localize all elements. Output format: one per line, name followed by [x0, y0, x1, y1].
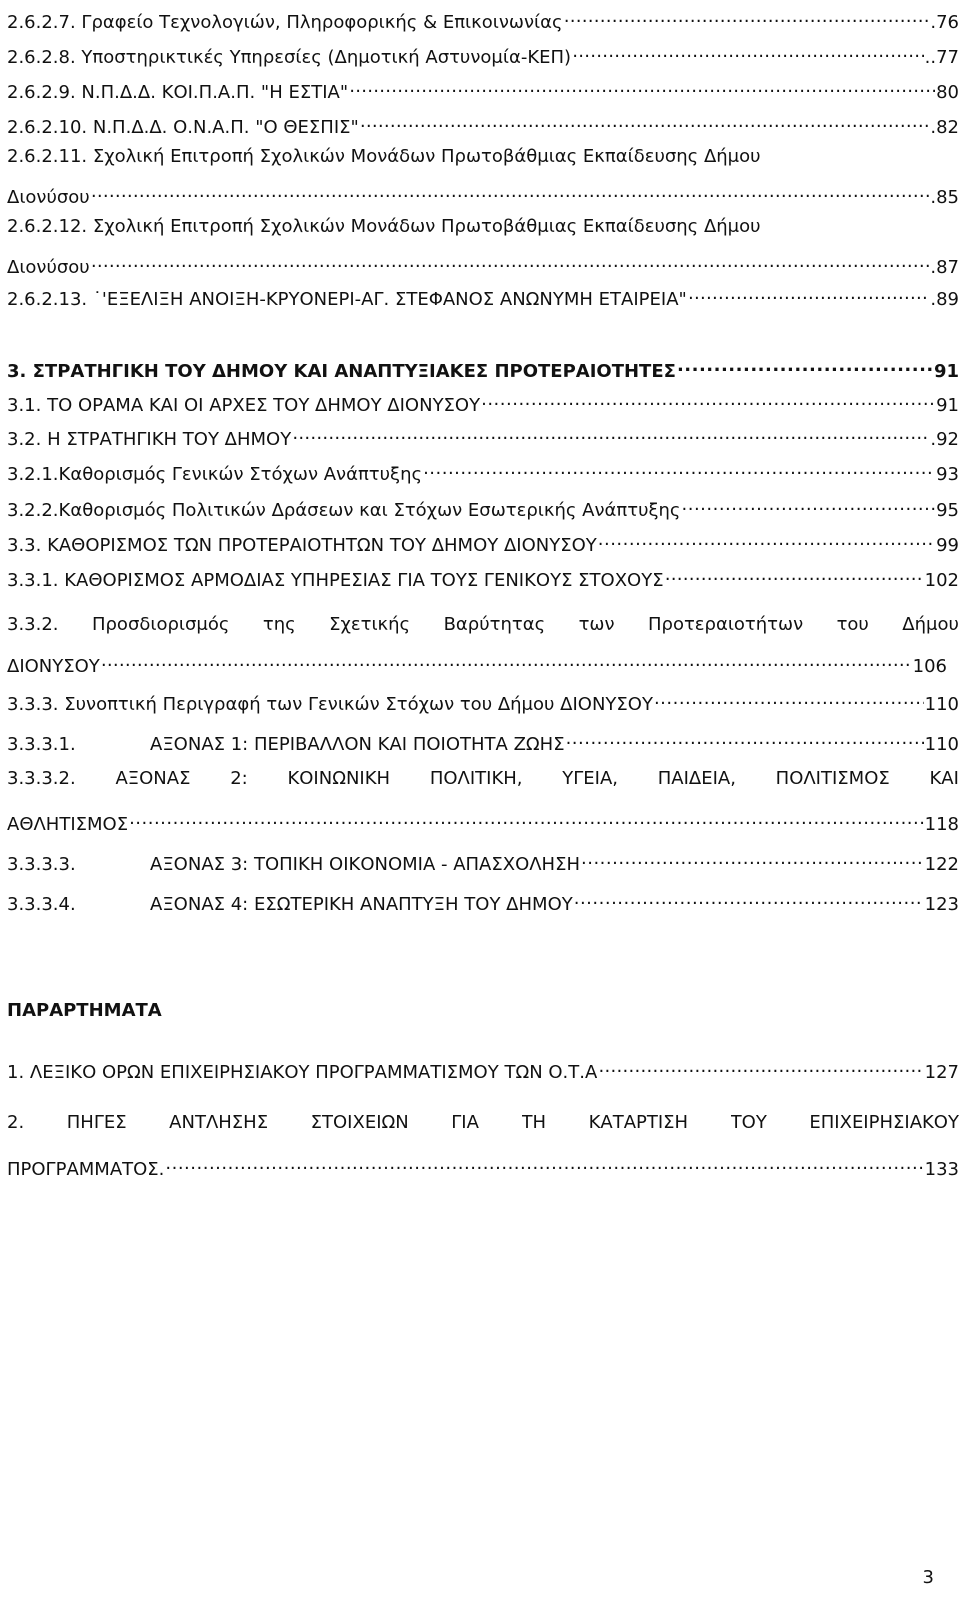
- toc-entry-title: Διονύσου: [7, 257, 90, 278]
- toc-entry-title: 2.6.2.8. Υποστηρικτικές Υπηρεσίες (Δημοτική Αστυνομία-ΚΕΠ): [7, 47, 572, 68]
- toc-entry-title: 1. ΛΕΞΙΚΟ ΟΡΩΝ ΕΠΙΧΕΙΡΗΣΙΑΚΟΥ ΠΡΟΓΡΑΜΜΑΤΙΣΜΟΥ ΤΩΝ Ο.Τ.Α: [7, 1062, 598, 1083]
- toc-word: ΑΞΟΝΑΣ: [115, 768, 191, 789]
- toc-entry-page: 91: [933, 361, 959, 382]
- toc-entry[interactable]: [7, 728, 959, 758]
- toc-entry-title: ΑΞΟΝΑΣ 4: ΕΣΩΤΕΡΙΚΗ ΑΝΑΠΤΥΞΗ ΤΟΥ ΔΗΜΟΥ: [150, 894, 573, 915]
- toc-entry-title: ΔΙΟΝΥΣΟΥ: [7, 656, 100, 677]
- toc-entry-title: ΑΞΟΝΑΣ 3: ΤΟΠΙΚΗ ΟΙΚΟΝΟΜΙΑ - ΑΠΑΣΧΟΛΗΣΗ: [150, 854, 580, 875]
- leader-dots: [677, 355, 933, 377]
- toc-entry-title: ΑΘΛΗΤΙΣΜΟΣ: [7, 814, 129, 835]
- toc-entry-page: 122: [924, 854, 959, 875]
- toc-entry-title: 3.2. Η ΣΤΡΑΤΗΓΙΚΗ ΤΟΥ ΔΗΜΟΥ: [7, 429, 292, 450]
- leader-dots: [423, 458, 935, 480]
- toc-entry-page: 127: [924, 1062, 959, 1083]
- toc-entry-page: 102: [924, 570, 959, 591]
- toc-entry[interactable]: [7, 41, 959, 71]
- toc-entry[interactable]: [7, 494, 959, 524]
- leader-dots: [292, 423, 929, 445]
- toc-entry-title: 3.2.1.Καθορισμός Γενικών Στόχων Ανάπτυξης: [7, 464, 423, 485]
- toc-entry[interactable]: [7, 614, 959, 644]
- toc-word: των: [578, 614, 615, 635]
- toc-entry[interactable]: [7, 458, 959, 488]
- toc-entry[interactable]: [7, 688, 959, 718]
- toc-entry-title: 3.3. ΚΑΘΟΡΙΣΜΟΣ ΤΩΝ ΠΡΟΤΕΡΑΙΟΤΗΤΩΝ ΤΟΥ ΔΗΜΟΥ ΔΙΟΝΥΣΟΥ: [7, 535, 597, 556]
- toc-word: ΑΝΤΛΗΣΗΣ: [169, 1112, 269, 1133]
- toc-entry[interactable]: [7, 6, 959, 36]
- toc-word: ΠΟΛΙΤΙΣΜΟΣ: [775, 768, 890, 789]
- toc-word: Βαρύτητας: [443, 614, 546, 635]
- leader-dots: [129, 808, 924, 830]
- toc-word: ΚΟΙΝΩΝΙΚΗ: [287, 768, 391, 789]
- toc-entry-page: 99: [936, 535, 959, 556]
- leader-dots: [349, 76, 935, 98]
- leader-dots: [572, 41, 924, 63]
- toc-word: ΕΠΙΧΕΙΡΗΣΙΑΚΟΥ: [809, 1112, 959, 1133]
- toc-entry[interactable]: [7, 251, 959, 281]
- toc-word: ΠΟΛΙΤΙΚΗ,: [429, 768, 523, 789]
- toc-entry[interactable]: [7, 808, 959, 838]
- toc-entry-page: .87: [930, 257, 959, 278]
- leader-dots: [564, 6, 930, 28]
- toc-word: ΤΗ: [521, 1112, 547, 1133]
- toc-entry-title: 2.6.2.13. ˙'ΕΞΕΛΙΞΗ ΑΝΟΙΞΗ-ΚΡΥΟΝΕΡΙ-ΑΓ. ΣΤΕΦΑΝΟΣ ΑΝΩΝΥΜΗ ΕΤΑΙΡΕΙΑ": [7, 289, 687, 310]
- toc-entry-page: 106: [912, 656, 947, 677]
- toc-entry-title: 3.3.3. Συνοπτική Περιγραφή των Γενικών Στόχων του Δήμου ΔΙΟΝΥΣΟΥ: [7, 694, 653, 715]
- toc-word: ΠΑΙΔΕΙΑ,: [657, 768, 736, 789]
- leader-dots: [360, 111, 930, 133]
- toc-entry[interactable]: [7, 564, 959, 594]
- toc-word: της: [262, 614, 296, 635]
- toc-entry-page: .89: [930, 289, 959, 310]
- toc-entry-page: 93: [936, 464, 959, 485]
- toc-word: Δήμου: [902, 614, 959, 635]
- toc-entry[interactable]: [7, 283, 959, 313]
- toc-entry-title: ΑΞΟΝΑΣ 1: ΠΕΡΙΒΑΛΛΟΝ ΚΑΙ ΠΟΙΟΤΗΤΑ ΖΩΗΣ: [150, 734, 565, 755]
- toc-entry-title: 2.6.2.12. Σχολική Επιτροπή Σχολικών Μονάδων Πρωτοβάθμιας Εκπαίδευσης Δήμου: [7, 216, 761, 237]
- toc-word: 2.: [7, 1112, 25, 1133]
- toc-entry[interactable]: [7, 768, 959, 798]
- toc-entry-number: 3.3.3.4.: [7, 894, 76, 915]
- toc-word: ΚΑΙ: [929, 768, 959, 789]
- toc-entry[interactable]: [7, 181, 959, 211]
- toc-entry-title: 3.3.1. ΚΑΘΟΡΙΣΜΟΣ ΑΡΜΟΔΙΑΣ ΥΠΗΡΕΣΙΑΣ ΓΙΑ ΤΟΥΣ ΓΕΝΙΚΟΥΣ ΣΤΟΧΟΥΣ: [7, 570, 664, 591]
- leader-dots: [581, 848, 924, 870]
- toc-word: ΥΓΕΙΑ,: [562, 768, 618, 789]
- toc-word: 3.3.3.2.: [7, 768, 76, 789]
- page-number: 3: [922, 1567, 934, 1588]
- toc-word: Προτεραιοτήτων: [647, 614, 804, 635]
- toc-entry-title: ΠΡΟΓΡΑΜΜΑΤΟΣ.: [7, 1159, 165, 1180]
- toc-word: ΤΟΥ: [730, 1112, 767, 1133]
- leader-dots: [91, 181, 930, 203]
- toc-entry-title: 2.6.2.10. Ν.Π.Δ.Δ. Ο.Ν.Α.Π. "Ο ΘΕΣΠΙΣ": [7, 117, 359, 138]
- leader-dots: [566, 728, 924, 750]
- toc-entry[interactable]: [7, 1056, 959, 1086]
- toc-entry-page: 123: [924, 894, 959, 915]
- leader-dots: [481, 389, 935, 411]
- toc-entry-page: .76: [930, 12, 959, 33]
- appendix-heading: ΠΑΡΑΡΤΗΜΑΤΑ: [7, 1000, 162, 1021]
- leader-dots: [91, 251, 930, 273]
- toc-word: ΚΑΤΑΡΤΙΣΗ: [588, 1112, 689, 1133]
- toc-entry-title: 3.2.2.Καθορισμός Πολιτικών Δράσεων και Στόχων Εσωτερικής Ανάπτυξης: [7, 500, 681, 521]
- toc-entry-title: 2.6.2.9. Ν.Π.Δ.Δ. ΚΟΙ.Π.Α.Π. "Η ΕΣΤΙΑ": [7, 82, 349, 103]
- leader-dots: [665, 564, 924, 586]
- toc-word: του: [836, 614, 869, 635]
- toc-word: ΠΗΓΕΣ: [66, 1112, 127, 1133]
- toc-entry[interactable]: [7, 111, 959, 141]
- toc-entry[interactable]: [7, 216, 959, 246]
- leader-dots: [574, 888, 924, 910]
- toc-entry-page: ..77: [924, 47, 959, 68]
- toc-entry[interactable]: [7, 848, 959, 878]
- toc-entry-page: 110: [924, 734, 959, 755]
- toc-entry-title: 3. ΣΤΡΑΤΗΓΙΚΗ ΤΟΥ ΔΗΜΟΥ ΚΑΙ ΑΝΑΠΤΥΞΙΑΚΕΣ ΠΡΟΤΕΡΑΙΟΤΗΤΕΣ: [7, 361, 676, 382]
- toc-entry-title: Διονύσου: [7, 187, 90, 208]
- toc-entry[interactable]: [7, 76, 959, 106]
- toc-word: 2:: [230, 768, 248, 789]
- toc-entry[interactable]: [7, 888, 959, 918]
- leader-dots: [688, 283, 930, 305]
- toc-entry-page: 80: [936, 82, 959, 103]
- toc-entry-page: 133: [924, 1159, 959, 1180]
- toc-entry[interactable]: [7, 650, 947, 680]
- toc-word: 3.3.2.: [7, 614, 59, 635]
- leader-dots: [165, 1153, 923, 1175]
- toc-word: Σχετικής: [329, 614, 411, 635]
- toc-entry[interactable]: [7, 1153, 959, 1183]
- toc-entry[interactable]: [7, 389, 959, 419]
- toc-entry-page: 95: [936, 500, 959, 521]
- toc-entry-title: 3.1. ΤΟ ΟΡΑΜΑ ΚΑΙ ΟΙ ΑΡΧΕΣ ΤΟΥ ΔΗΜΟΥ ΔΙΟΝΥΣΟΥ: [7, 395, 481, 416]
- toc-entry-page: .92: [930, 429, 959, 450]
- toc-word: Προσδιορισμός: [91, 614, 230, 635]
- toc-entry-page: .85: [930, 187, 959, 208]
- toc-entry-number: 3.3.3.3.: [7, 854, 76, 875]
- toc-entry[interactable]: [7, 423, 959, 453]
- toc-entry[interactable]: [7, 529, 959, 559]
- toc-word: ΓΙΑ: [451, 1112, 479, 1133]
- toc-word: ΣΤΟΙΧΕΙΩΝ: [310, 1112, 409, 1133]
- toc-entry-page: .82: [930, 117, 959, 138]
- toc-entry-chapter[interactable]: [7, 355, 959, 385]
- toc-entry-page: 91: [936, 395, 959, 416]
- leader-dots: [101, 650, 912, 672]
- toc-entry-page: 118: [924, 814, 959, 835]
- toc-entry-page: 110: [924, 694, 959, 715]
- leader-dots: [598, 1056, 923, 1078]
- toc-entry-title: 2.6.2.7. Γραφείο Τεχνολογιών, Πληροφορικής & Επικοινωνίας: [7, 12, 563, 33]
- leader-dots: [682, 494, 936, 516]
- leader-dots: [598, 529, 935, 551]
- toc-entry[interactable]: [7, 1112, 959, 1142]
- toc-entry-title: 2.6.2.11. Σχολική Επιτροπή Σχολικών Μονάδων Πρωτοβάθμιας Εκπαίδευσης Δήμου: [7, 146, 761, 167]
- toc-entry-number: 3.3.3.1.: [7, 734, 76, 755]
- leader-dots: [654, 688, 924, 710]
- toc-entry[interactable]: [7, 146, 959, 176]
